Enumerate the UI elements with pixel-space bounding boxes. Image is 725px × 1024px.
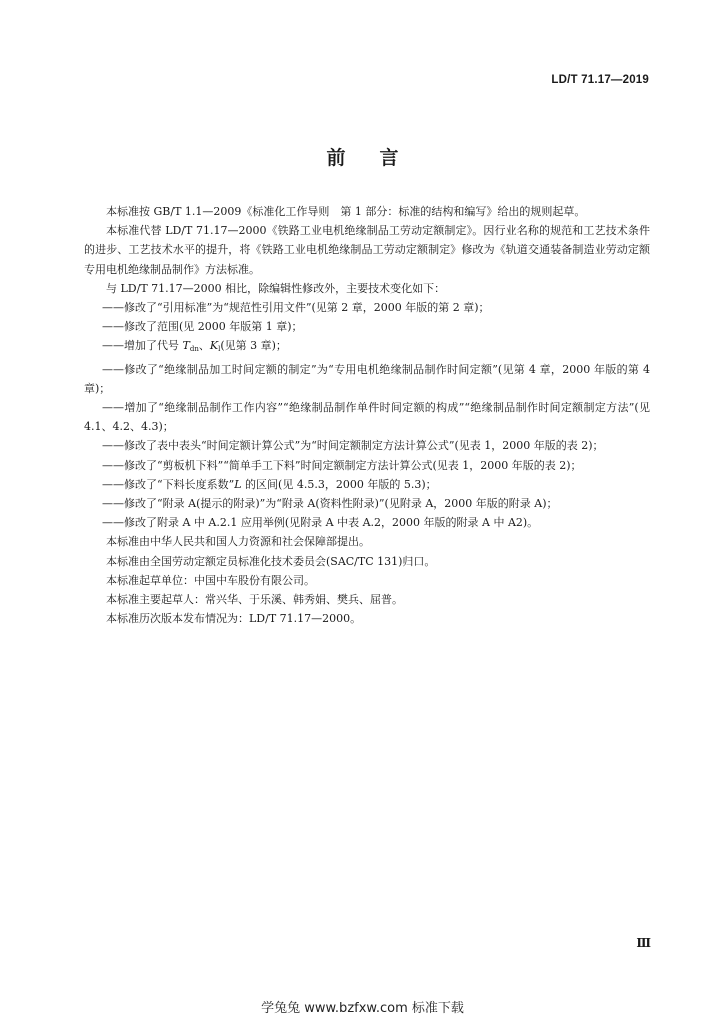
document-body — [84, 202, 661, 628]
list-item: ——修改了“引用标准”为“规范性引用文件”(见第 2 章，2000 年版的第 2 章)； — [102, 301, 490, 315]
symbol-t-subscript: dn — [189, 345, 199, 354]
list-item-text: 、 — [198, 339, 210, 353]
paragraph: 本标准历次版本发布情况为：LD/T 71.17—2000。 — [106, 612, 362, 626]
list-item — [84, 336, 650, 359]
list-item-text: 的区间(见 4.5.3，2000 年版的 5.3)； — [241, 477, 437, 491]
paragraph: 本标准由全国劳动定额定员标准化技术委员会(SAC/TC 131)归口。 — [106, 554, 436, 568]
watermark[interactable]: 学兔兔 www.bzfxw.com 标准下载 — [261, 1001, 464, 1016]
paragraph: 本标准起草单位：中国中车股份有限公司。 — [106, 573, 315, 587]
list-item: ——修改了表中表头“时间定额计算公式”为“时间定额制定方法计算公式”(见表 1，2000 年版的表 2)； — [102, 439, 604, 453]
list-item: ——增加了“绝缘制品制作工作内容”“绝缘制品制作单件时间定额的构成”“绝缘制品制作时间定额制定方法”(见 4.1、4.2、4.3)； — [84, 401, 650, 434]
list-item: ——修改了附录 A 中 A.2.1 应用举例(见附录 A 中表 A.2，2000 年版的附录 A 中 A2)。 — [102, 516, 539, 530]
paragraph: 本标准代替 LD/T 71.17—2000《铁路工业电机绝缘制品工劳动定额制定》。因行业名称的规范和工艺技术条件的进步、工艺技术水平的提升，将《铁路工业电机绝缘制品工劳动定额制定》修改为《轨道交通装备制造业劳动定额 专用电机绝缘制品制作》方法标准。 — [84, 224, 661, 276]
symbol-l: L — [234, 477, 242, 491]
page-number: Ⅲ — [636, 936, 651, 950]
symbol-t: T — [182, 339, 190, 353]
list-item: ——修改了“绝缘制品加工时间定额的制定”为“专用电机绝缘制品制作时间定额”(见第 4 章，2000 年版的第 4 章)； — [84, 362, 650, 395]
list-item-text: ——增加了代号 — [102, 339, 183, 353]
paragraph: 本标准主要起草人：常兴华、于乐溪、韩秀娟、樊兵、屈普。 — [106, 593, 403, 607]
list-item: ——修改了“剪板机下料”“简单手工下料”时间定额制定方法计算公式(见表 1，2000 年版的表 2)； — [102, 458, 582, 472]
symbol-k-subscript: l — [218, 345, 221, 354]
list-item-text: (见第 3 章)； — [220, 339, 287, 353]
paragraph: 与 LD/T 71.17—2000 相比，除编辑性修改外，主要技术变化如下： — [106, 281, 446, 295]
page-title: 前言 — [326, 147, 433, 169]
paragraph: 本标准按 GB/T 1.1—2009《标准化工作导则 第 1 部分：标准的结构和编写》给出的规则起草。 — [106, 205, 586, 218]
standard-code: LD/T 71.17—2019 — [551, 74, 649, 86]
list-item: ——修改了范围(见 2000 年版第 1 章)； — [102, 320, 303, 334]
list-item — [84, 475, 650, 494]
list-item: ——修改了“附录 A(提示的附录)”为“附录 A(资料性附录)”(见附录 A，2000 年版的附录 A)； — [102, 497, 558, 511]
paragraph: 本标准由中华人民共和国人力资源和社会保障部提出。 — [106, 535, 370, 549]
symbol-k: K — [209, 339, 219, 353]
list-item-text: ——修改了“下料长度系数” — [102, 477, 235, 491]
